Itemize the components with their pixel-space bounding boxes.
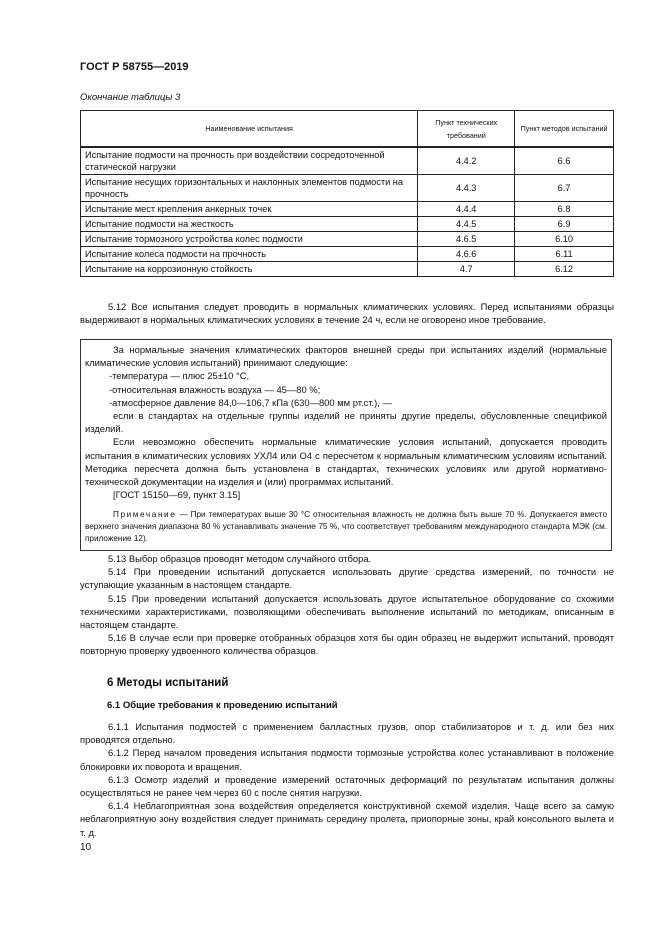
paragraph-6-1-1: 6.1.1 Испытания подмостей с применением балластных грузов, опор стабилизаторов и т. д. или без них проводятся отдельно. (80, 721, 614, 746)
subsection-heading-6-1: 6.1 Общие требования к проведению испытаний (107, 700, 338, 711)
standard-reference: [ГОСТ 15150—69, пункт 3.15] (113, 489, 241, 501)
column-header-requirements: Пункт технических требований (418, 111, 515, 148)
climate-item-temperature: -температура — плюс 25±10 °С, (109, 370, 250, 382)
climate-intro: За нормальные значения климатических факторов внешней среды при испытаниях изделий (нормальные климатические условия испытаний) принимают следующие: (85, 344, 607, 369)
table-row (81, 232, 614, 247)
table-header-row (81, 111, 614, 148)
cell-requirement-ref: 4.4.2 (418, 147, 515, 175)
paragraph-block-512 (80, 300, 614, 326)
cell-method-ref: 6.12 (515, 262, 614, 277)
cell-requirement-ref: 4.7 (418, 262, 515, 277)
cell-requirement-ref: 4.6.6 (418, 247, 515, 262)
paragraph-block-61 (80, 720, 614, 839)
note (85, 509, 607, 545)
paragraph-5-13: 5.13 Выбор образцов проводят методом случайного отбора. (108, 553, 372, 564)
paragraph-5-14: 5.14 При проведении испытаний допускается использовать другие средства измерений, по точности не уступающие указанным в настоящем стандарте. (80, 566, 614, 591)
cell-test-name: Испытание подмости на жесткость (81, 217, 418, 232)
paragraph-5-16: 5.16 В случае если при проверке отобранных образцов хотя бы один образец не выдержит испытаний, проводят повторную проверку удвоенного количества образцов. (80, 632, 614, 657)
paragraph-5-15: 5.15 При проведении испытаний допускается использовать другое испытательное оборудование со схожими техническими характеристиками, позволяющими обеспечивать выполнение испытаний по методикам, описанным в настоящем стандарте. (80, 592, 614, 631)
table-3 (80, 110, 614, 277)
table-row (81, 247, 614, 262)
table-row (81, 217, 614, 232)
climate-unless: если в стандартах на отдельные группы изделий не приняты другие пределы, обусловленные спецификой изделий. (85, 410, 607, 435)
table-caption: Окончание таблицы 3 (80, 92, 181, 103)
paragraph-6-1-2: 6.1.2 Перед началом проведения испытания подмости тормозные устройства колес устанавливают в положение блокировки их поворота и вращения. (80, 747, 614, 772)
climate-impossible: Если невозможно обеспечить нормальные климатические условия испытаний, допускается проводить испытания в климатических условиях УХЛ4 или О4 с пересчетом к нормальным климатическим условиям испытаний. Методика пересчета должна быть установлена в стандартах, технических условиях или другой нормативно-технической документации на изделия и (или) программах испытаний. (85, 436, 607, 488)
cell-requirement-ref: 4.4.4 (418, 202, 515, 217)
paragraph-6-1-4: 6.1.4 Неблагоприятная зона воздействия определяется конструктивной схемой изделия. Чаще всего за самую неблагоприятную зону воздействия следует принимать середину пролета, приопорные зоны, край консольного вылета и т. д. (80, 800, 614, 838)
cell-test-name: Испытание на коррозионную стойкость (81, 262, 418, 277)
table-row (81, 147, 614, 175)
cell-requirement-ref: 4.6.5 (418, 232, 515, 247)
cell-test-name: Испытание мест крепления анкерных точек (81, 202, 418, 217)
table-row (81, 202, 614, 217)
table-row (81, 262, 614, 277)
note-text: — При температурах выше 30 °С относительная влажность не должна быть выше 70 %. Допускается вместо верхнего значения диапазона 80 % устанавливать значение 75 %, что соответствует требованиям международного стандарта МЭК (см. приложение 12). (85, 510, 607, 544)
cell-test-name: Испытание подмости на прочность при воздействии сосредоточенной статической нагрузки (81, 147, 418, 175)
climate-item-pressure: -атмосферное давление 84,0—106,7 кПа (630—800 мм рт.ст.), — (109, 396, 392, 408)
cell-method-ref: 6.11 (515, 247, 614, 262)
page-number: 10 (80, 842, 92, 853)
cell-requirement-ref: 4.4.3 (418, 175, 515, 202)
cell-method-ref: 6.9 (515, 217, 614, 232)
cell-method-ref: 6.7 (515, 175, 614, 202)
cell-test-name: Испытание тормозного устройства колес подмости (81, 232, 418, 247)
table-row (81, 175, 614, 202)
cell-requirement-ref: 4.4.5 (418, 217, 515, 232)
climate-item-humidity: -относительная влажность воздуха — 45—80 %; (109, 383, 321, 395)
column-header-name: Наименование испытания (81, 111, 418, 148)
quoted-standard-box (80, 339, 612, 551)
cell-method-ref: 6.6 (515, 147, 614, 175)
cell-test-name: Испытание несущих горизонтальных и наклонных элементов подмости на прочность (81, 175, 418, 202)
note-label: Примечание (113, 510, 177, 520)
paragraph-6-1-3: 6.1.3 Осмотр изделий и проведение измерений остаточных деформаций по результатам испытания должны осуществляться не ранее чем через 60 с после снятия нагрузки. (80, 773, 614, 799)
column-header-methods: Пункт методов испытаний (515, 111, 614, 148)
section-heading-6: 6 Методы испытаний (107, 677, 229, 689)
paragraph-block-513-516 (80, 552, 614, 658)
cell-method-ref: 6.10 (515, 232, 614, 247)
paragraph-5-12: 5.12 Все испытания следует проводить в нормальных климатических условиях. Перед испытаниями образцы выдерживают в нормальных климатических условиях в течение 24 ч, если не оговорено иное требование. (80, 301, 614, 326)
cell-method-ref: 6.8 (515, 202, 614, 217)
document-header: ГОСТ Р 58755—2019 (80, 61, 189, 73)
cell-test-name: Испытание колеса подмости на прочность (81, 247, 418, 262)
